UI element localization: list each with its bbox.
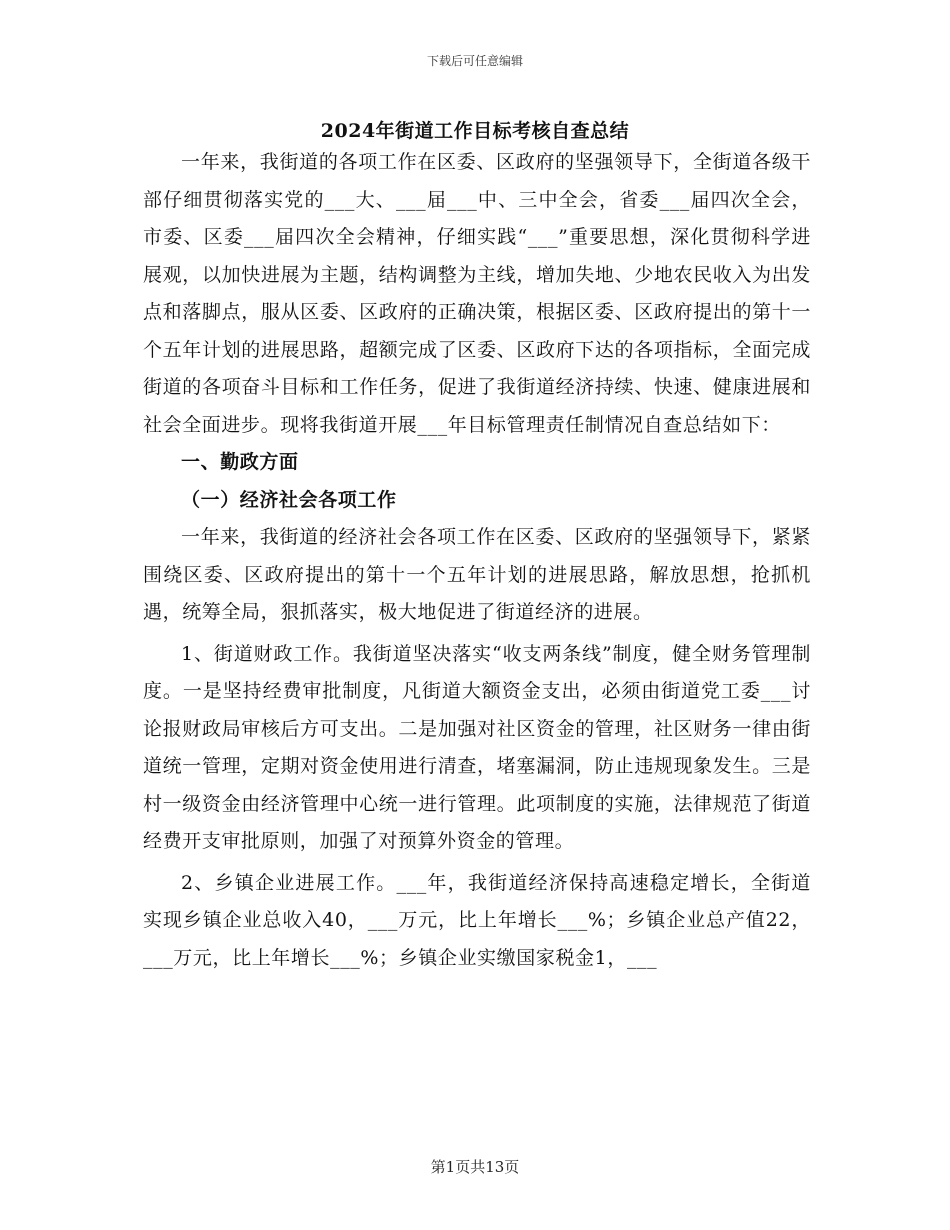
paragraph-intro: 一年来，我街道的各项工作在区委、区政府的坚强领导下，全街道各级干部仔细贯彻落实党的___大、___届___中、三中全会，省委___届四次全会，市委、区委___届四次全会精神，仔细实践“___”重要思想，深化贯彻科学进展观，以加快进展为主题，结构调整为主线，增加失地、少地农民收入为出发点和落脚点，服从区委、区政府的正确决策，根据区委、区政府提出的第十一个五年计划的进展思路，超额完成了区委、区政府下达的各项指标，全面完成街道的各项奋斗目标和工作任务，促进了我街道经济持续、快速、健康进展和社会全面进步。现将我街道开展___年目标管理责任制情况自查总结如下： bbox=[143, 151, 811, 436]
paragraph-finance: 1、街道财政工作。我街道坚决落实“收支两条线”制度，健全财务管理制度。一是坚持经费审批制度，凡街道大额资金支出，必须由街道党工委___讨论报财政局审核后方可支出。二是加强对社区资金的管理，社区财务一律由街道统一管理，定期对资金使用进行清查，堵塞漏洞，防止违规现象发生。三是村一级资金由经济管理中心统一进行管理。此项制度的实施，法律规范了街道经费开支审批原则，加强了对预算外资金的管理。 bbox=[143, 642, 811, 852]
document-title: 2024年街道工作目标考核自查总结 bbox=[320, 120, 630, 142]
paragraph-enterprise: 2、乡镇企业进展工作。___年，我街道经济保持高速稳定增长，全街道实现乡镇企业总收入40，___万元，比上年增长___%；乡镇企业总产值22，___万元，比上年增长___%；乡镇企业实缴国家税金1，___ bbox=[143, 871, 811, 969]
section-heading: 一、勤政方面 bbox=[181, 451, 299, 473]
subsection-heading: （一）经济社会各项工作 bbox=[181, 488, 397, 511]
paragraph-economy: 一年来，我街道的经济社会各项工作在区委、区政府的坚强领导下，紧紧围绕区委、区政府提出的第十一个五年计划的进展思路，解放思想，抢抓机遇，统筹全局，狠抓落实，极大地促进了街道经济的进展。 bbox=[143, 526, 811, 623]
page-number-footer: 第1页共13页 bbox=[430, 1158, 520, 1176]
header-note: 下载后可任意编辑 bbox=[426, 54, 523, 68]
document-body bbox=[143, 144, 811, 977]
